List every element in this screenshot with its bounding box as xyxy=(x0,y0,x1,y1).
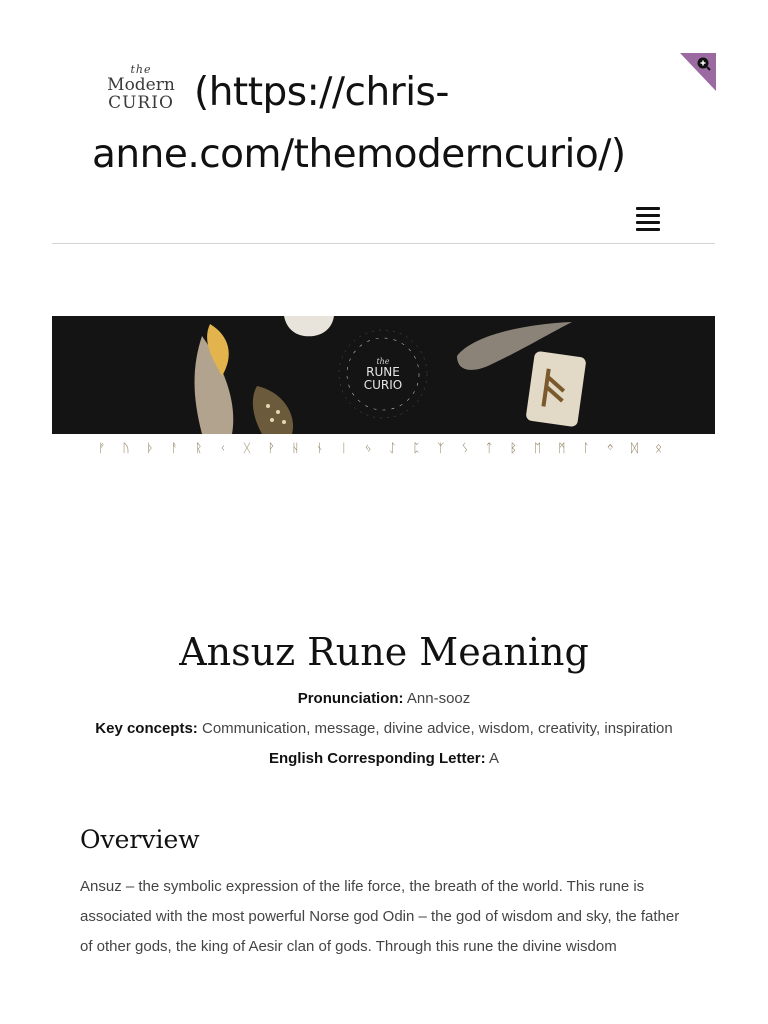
key-concepts-line xyxy=(0,718,768,740)
overview-paragraph: Ansuz – the symbolic expression of the life force, the breath of the world. This rune is associated with the most powerful Norse god Odin – the god of wisdom and sky, the father of other gods, the king of Aesir clan of gods. Through this rune the divine wisdom xyxy=(80,878,680,955)
header-divider xyxy=(52,243,715,244)
hamburger-menu-icon xyxy=(634,207,662,231)
pronunciation-line xyxy=(0,688,768,710)
site-home-link[interactable]: (https://chris-anne.com/themoderncurio/) xyxy=(92,70,626,177)
page-title: Ansuz Rune Meaning xyxy=(179,630,589,674)
pronunciation-value: Ann-sooz xyxy=(403,690,471,707)
badge-rune: RUNE xyxy=(366,365,400,379)
hero-banner xyxy=(52,316,715,434)
letter-label: English Corresponding Letter: xyxy=(268,750,486,767)
zoom-in-icon xyxy=(680,53,716,91)
badge-the: the xyxy=(376,357,390,366)
logo-modern: Modern xyxy=(107,75,175,95)
banner-image xyxy=(52,316,715,434)
letter-value: A xyxy=(485,750,500,767)
site-header xyxy=(0,0,768,245)
rune-alphabet-strip: ᚠ ᚢ ᚦ ᚨ ᚱ ᚲ ᚷ ᚹ ᚺ ᚾ ᛁ ᛃ ᛇ ᛈ ᛉ ᛊ ᛏ ᛒ ᛖ ᛗ ᛚ ᛜ ᛞ ᛟ xyxy=(98,441,669,455)
overview-heading: Overview xyxy=(80,825,200,854)
rune-tile-icon xyxy=(525,351,586,428)
key-concepts-label: Key concepts: xyxy=(95,720,198,737)
letter-line xyxy=(0,748,768,770)
hamburger-menu-button[interactable] xyxy=(634,204,662,232)
logo-the: the xyxy=(130,63,152,76)
logo-curio: CURIO xyxy=(108,93,174,113)
badge-curio: CURIO xyxy=(363,378,403,392)
key-concepts-value: Communication, message, divine advice, wisdom, creativity, inspiration xyxy=(197,720,673,737)
accessibility-zoom-toggle[interactable] xyxy=(680,53,716,91)
pronunciation-label: Pronunciation: xyxy=(297,690,404,707)
